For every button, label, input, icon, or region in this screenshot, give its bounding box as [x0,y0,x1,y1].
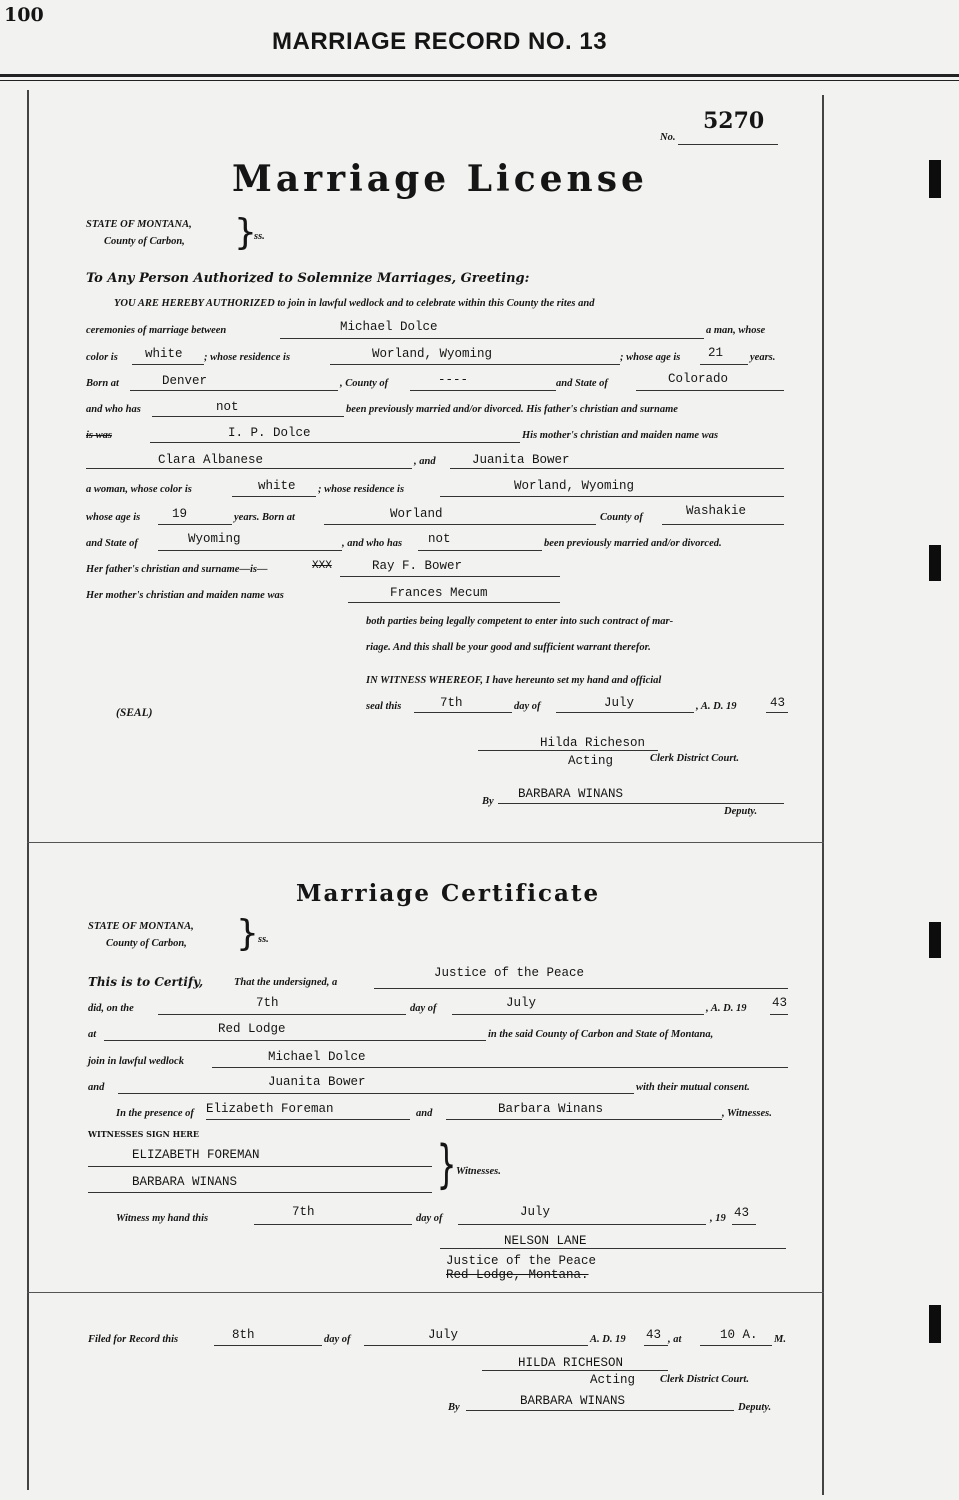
bride-prev-married: not [428,532,451,546]
officiant-place: Red Lodge, Montana. [446,1268,589,1282]
witnesses-sign-here: WITNESSES SIGN HERE [88,1129,199,1139]
bride-father: Ray F. Bower [372,559,463,573]
filing-deputy-name: BARBARA WINANS [520,1394,626,1408]
license-issue-day: 7th [440,696,463,710]
bride-name: Juanita Bower [472,453,570,467]
filing-deputy-label: Deputy. [738,1402,772,1413]
license-text-competent: both parties being legally competent to enter into such contract of mar- [366,616,674,627]
filing-clerk-name: HILDA RICHESON [518,1356,624,1370]
groom-birth-county: ---- [438,373,469,387]
marriage-place: Red Lodge [218,1022,286,1036]
certificate-county: County of Carbon, [106,938,187,949]
bride-mother: Frances Mecum [390,586,488,600]
license-clerk-title: Clerk District Court. [650,753,739,764]
certificate-brace: } [236,913,259,954]
license-text-witness-whereof: IN WITNESS WHEREOF, I have hereunto set my hand and official [366,675,662,686]
certificate-bride: Juanita Bower [268,1075,366,1089]
license-clerk-name: Hilda Richeson [540,736,646,750]
header-rule-thin [0,80,959,81]
license-deputy-name: BARBARA WINANS [518,787,624,801]
license-greeting: To Any Person Authorized to Solemnize Marriages, Greeting: [86,271,530,286]
groom-residence: Worland, Wyoming [372,347,493,361]
groom-birthplace: Denver [162,374,208,388]
index-tab-2 [929,545,941,581]
index-tab-3 [929,922,941,958]
index-tab-1 [929,160,941,198]
certificate-state: STATE OF MONTANA, [88,921,194,932]
certificate-certify: This is to Certify, [88,975,204,989]
license-number: 5270 [703,108,765,134]
license-text-ceremonies: ceremonies of marriage between [86,325,227,336]
license-ss: ss. [254,231,265,242]
bride-residence: Worland, Wyoming [514,479,635,493]
marriage-month: July [506,996,537,1010]
license-issue-year: 43 [770,696,786,710]
record-header-title: MARRIAGE RECORD NO. 13 [272,28,608,55]
bride-birthplace: Worland [390,507,443,521]
filing-clerk-title: Clerk District Court. [660,1374,749,1385]
marriage-year: 43 [772,996,788,1010]
page-number: 100 [4,4,44,26]
bride-age: 19 [172,507,188,521]
officiant-name: NELSON LANE [504,1234,587,1248]
filed-time: 10 A. [720,1328,758,1342]
witness-1-signature: ELIZABETH FOREMAN [132,1148,260,1162]
bride-birth-state: Wyoming [188,532,241,546]
signed-month: July [520,1205,551,1219]
license-brace: } [234,212,257,253]
officiant-title-signature: Justice of the Peace [446,1254,597,1268]
index-tab-4 [929,1305,941,1343]
witness-2-name: Barbara Winans [498,1102,604,1116]
left-margin-rule [27,90,29,1490]
header-rule [0,74,959,77]
license-state: STATE OF MONTANA, [86,219,192,230]
license-deputy-label: Deputy. [724,806,758,817]
groom-mother: Clara Albanese [158,453,264,467]
groom-name: Michael Dolce [340,320,438,334]
groom-color: white [145,347,183,361]
license-title: Marriage License [232,158,648,200]
bride-birth-county: Washakie [686,504,747,518]
groom-father: I. P. Dolce [228,426,311,440]
groom-prev-married: not [216,400,239,414]
witnesses-brace: } [436,1135,457,1195]
witnesses-label: Witnesses. [456,1166,501,1177]
filed-day: 8th [232,1328,255,1342]
signed-year: 43 [734,1206,750,1220]
filed-month: July [428,1328,459,1342]
section-divider-1 [27,842,824,843]
marriage-day: 7th [256,996,279,1010]
license-county: County of Carbon, [104,236,185,247]
witness-2-signature: BARBARA WINANS [132,1175,238,1189]
witness-1-name: Elizabeth Foreman [206,1102,334,1116]
signed-day: 7th [292,1205,315,1219]
section-divider-2 [27,1292,824,1293]
filed-year: 43 [646,1328,662,1342]
bride-color: white [258,479,296,493]
officiant-title: Justice of the Peace [434,966,585,980]
groom-birth-state: Colorado [668,372,729,386]
filing-clerk-acting: Acting [590,1373,636,1387]
groom-age: 21 [708,346,724,360]
seal-label: (SEAL) [116,707,153,719]
certificate-groom: Michael Dolce [268,1050,366,1064]
license-clerk-acting: Acting [568,754,614,768]
license-number-label: No. [660,132,676,143]
license-issue-month: July [604,696,635,710]
right-margin-rule [822,95,824,1495]
certificate-title: Marriage Certificate [296,880,601,907]
filing-text: Filed for Record this [88,1334,179,1345]
license-text-authorized: YOU ARE HEREBY AUTHORIZED to join in lawful wedlock and to celebrate within this County the rites and [114,298,595,309]
